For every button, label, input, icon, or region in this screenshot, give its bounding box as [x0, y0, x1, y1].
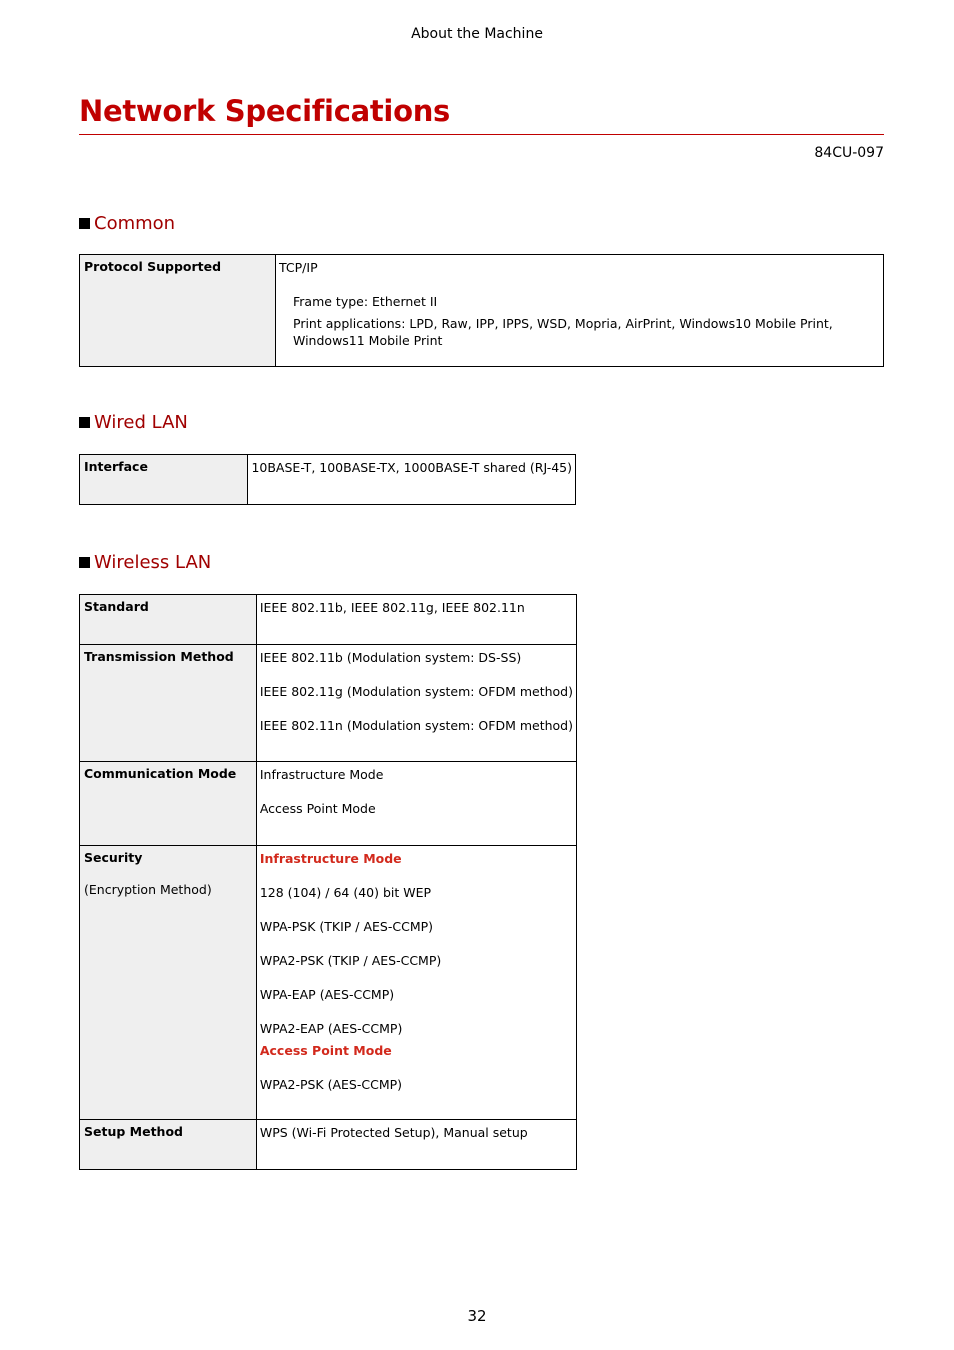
security-value: 128 (104) / 64 (40) bit WEP: [259, 885, 432, 900]
row-label: Transmission Method: [80, 645, 257, 762]
row-label: Interface: [80, 455, 248, 505]
square-bullet-icon: [79, 417, 90, 428]
table-row: [80, 595, 577, 645]
section-heading-label: Common: [94, 213, 176, 234]
security-value: WPA2-EAP (AES-CCMP): [259, 1021, 403, 1036]
section-heading-common: [79, 213, 175, 234]
row-label: Setup Method: [80, 1120, 257, 1170]
security-value: WPA2-PSK (TKIP / AES-CCMP): [259, 953, 442, 968]
row-value: [256, 846, 576, 1120]
communication-value: Access Point Mode: [259, 801, 376, 816]
access-point-mode-heading: Access Point Mode: [259, 1043, 392, 1058]
print-applications: Print applications: LPD, Raw, IPP, IPPS, WSD, Mopria, AirPrint, Windows10 Mobile Print, Windows11 Mobile Print: [293, 316, 833, 348]
infrastructure-mode-heading: Infrastructure Mode: [259, 851, 402, 866]
square-bullet-icon: [79, 218, 90, 229]
security-label: Security: [84, 850, 143, 865]
table-row: [80, 846, 577, 1120]
section-heading-wireless-lan: [79, 552, 211, 573]
table-row: [80, 455, 576, 505]
table-row: [80, 255, 884, 367]
running-header: About the Machine: [411, 26, 543, 42]
row-value: [256, 1120, 576, 1170]
security-value: WPA-EAP (AES-CCMP): [259, 987, 395, 1002]
title-rule: [79, 134, 884, 135]
transmission-value: IEEE 802.11b (Modulation system: DS-SS): [259, 650, 522, 665]
security-sublabel: (Encryption Method): [84, 882, 212, 897]
setup-value: WPS (Wi-Fi Protected Setup), Manual setup: [259, 1125, 528, 1140]
wireless-lan-spec-table: [79, 594, 577, 1170]
table-row: [80, 1120, 577, 1170]
wired-lan-spec-table: [79, 454, 576, 505]
transmission-value: IEEE 802.11n (Modulation system: OFDM method): [259, 718, 573, 733]
section-heading-label: Wireless LAN: [94, 552, 212, 573]
row-value: [256, 645, 576, 762]
square-bullet-icon: [79, 557, 90, 568]
table-row: [80, 645, 577, 762]
security-value: WPA2-PSK (AES-CCMP): [259, 1077, 403, 1092]
common-spec-table: [79, 254, 884, 367]
row-value: [256, 762, 576, 846]
frame-type: Frame type: Ethernet II: [293, 294, 438, 309]
security-value: WPA-PSK (TKIP / AES-CCMP): [259, 919, 434, 934]
communication-value: Infrastructure Mode: [259, 767, 384, 782]
row-label: Protocol Supported: [80, 255, 276, 367]
page-title: Network Specifications: [79, 94, 450, 128]
interface-value: 10BASE-T, 100BASE-TX, 1000BASE-T shared (RJ-45): [251, 460, 572, 475]
row-value: [276, 255, 884, 367]
row-label: Standard: [80, 595, 257, 645]
transmission-value: IEEE 802.11g (Modulation system: OFDM method): [259, 684, 573, 699]
section-heading-wired-lan: [79, 412, 188, 433]
page-number: 32: [467, 1307, 487, 1325]
section-heading-label: Wired LAN: [94, 412, 188, 433]
row-value: [248, 455, 576, 505]
row-label: [80, 846, 257, 1120]
standard-value: IEEE 802.11b, IEEE 802.11g, IEEE 802.11n: [259, 600, 525, 615]
protocol-value: TCP/IP: [279, 260, 318, 275]
table-row: [80, 762, 577, 846]
row-value: [256, 595, 576, 645]
document-code: 84CU-097: [814, 145, 884, 161]
row-label: Communication Mode: [80, 762, 257, 846]
